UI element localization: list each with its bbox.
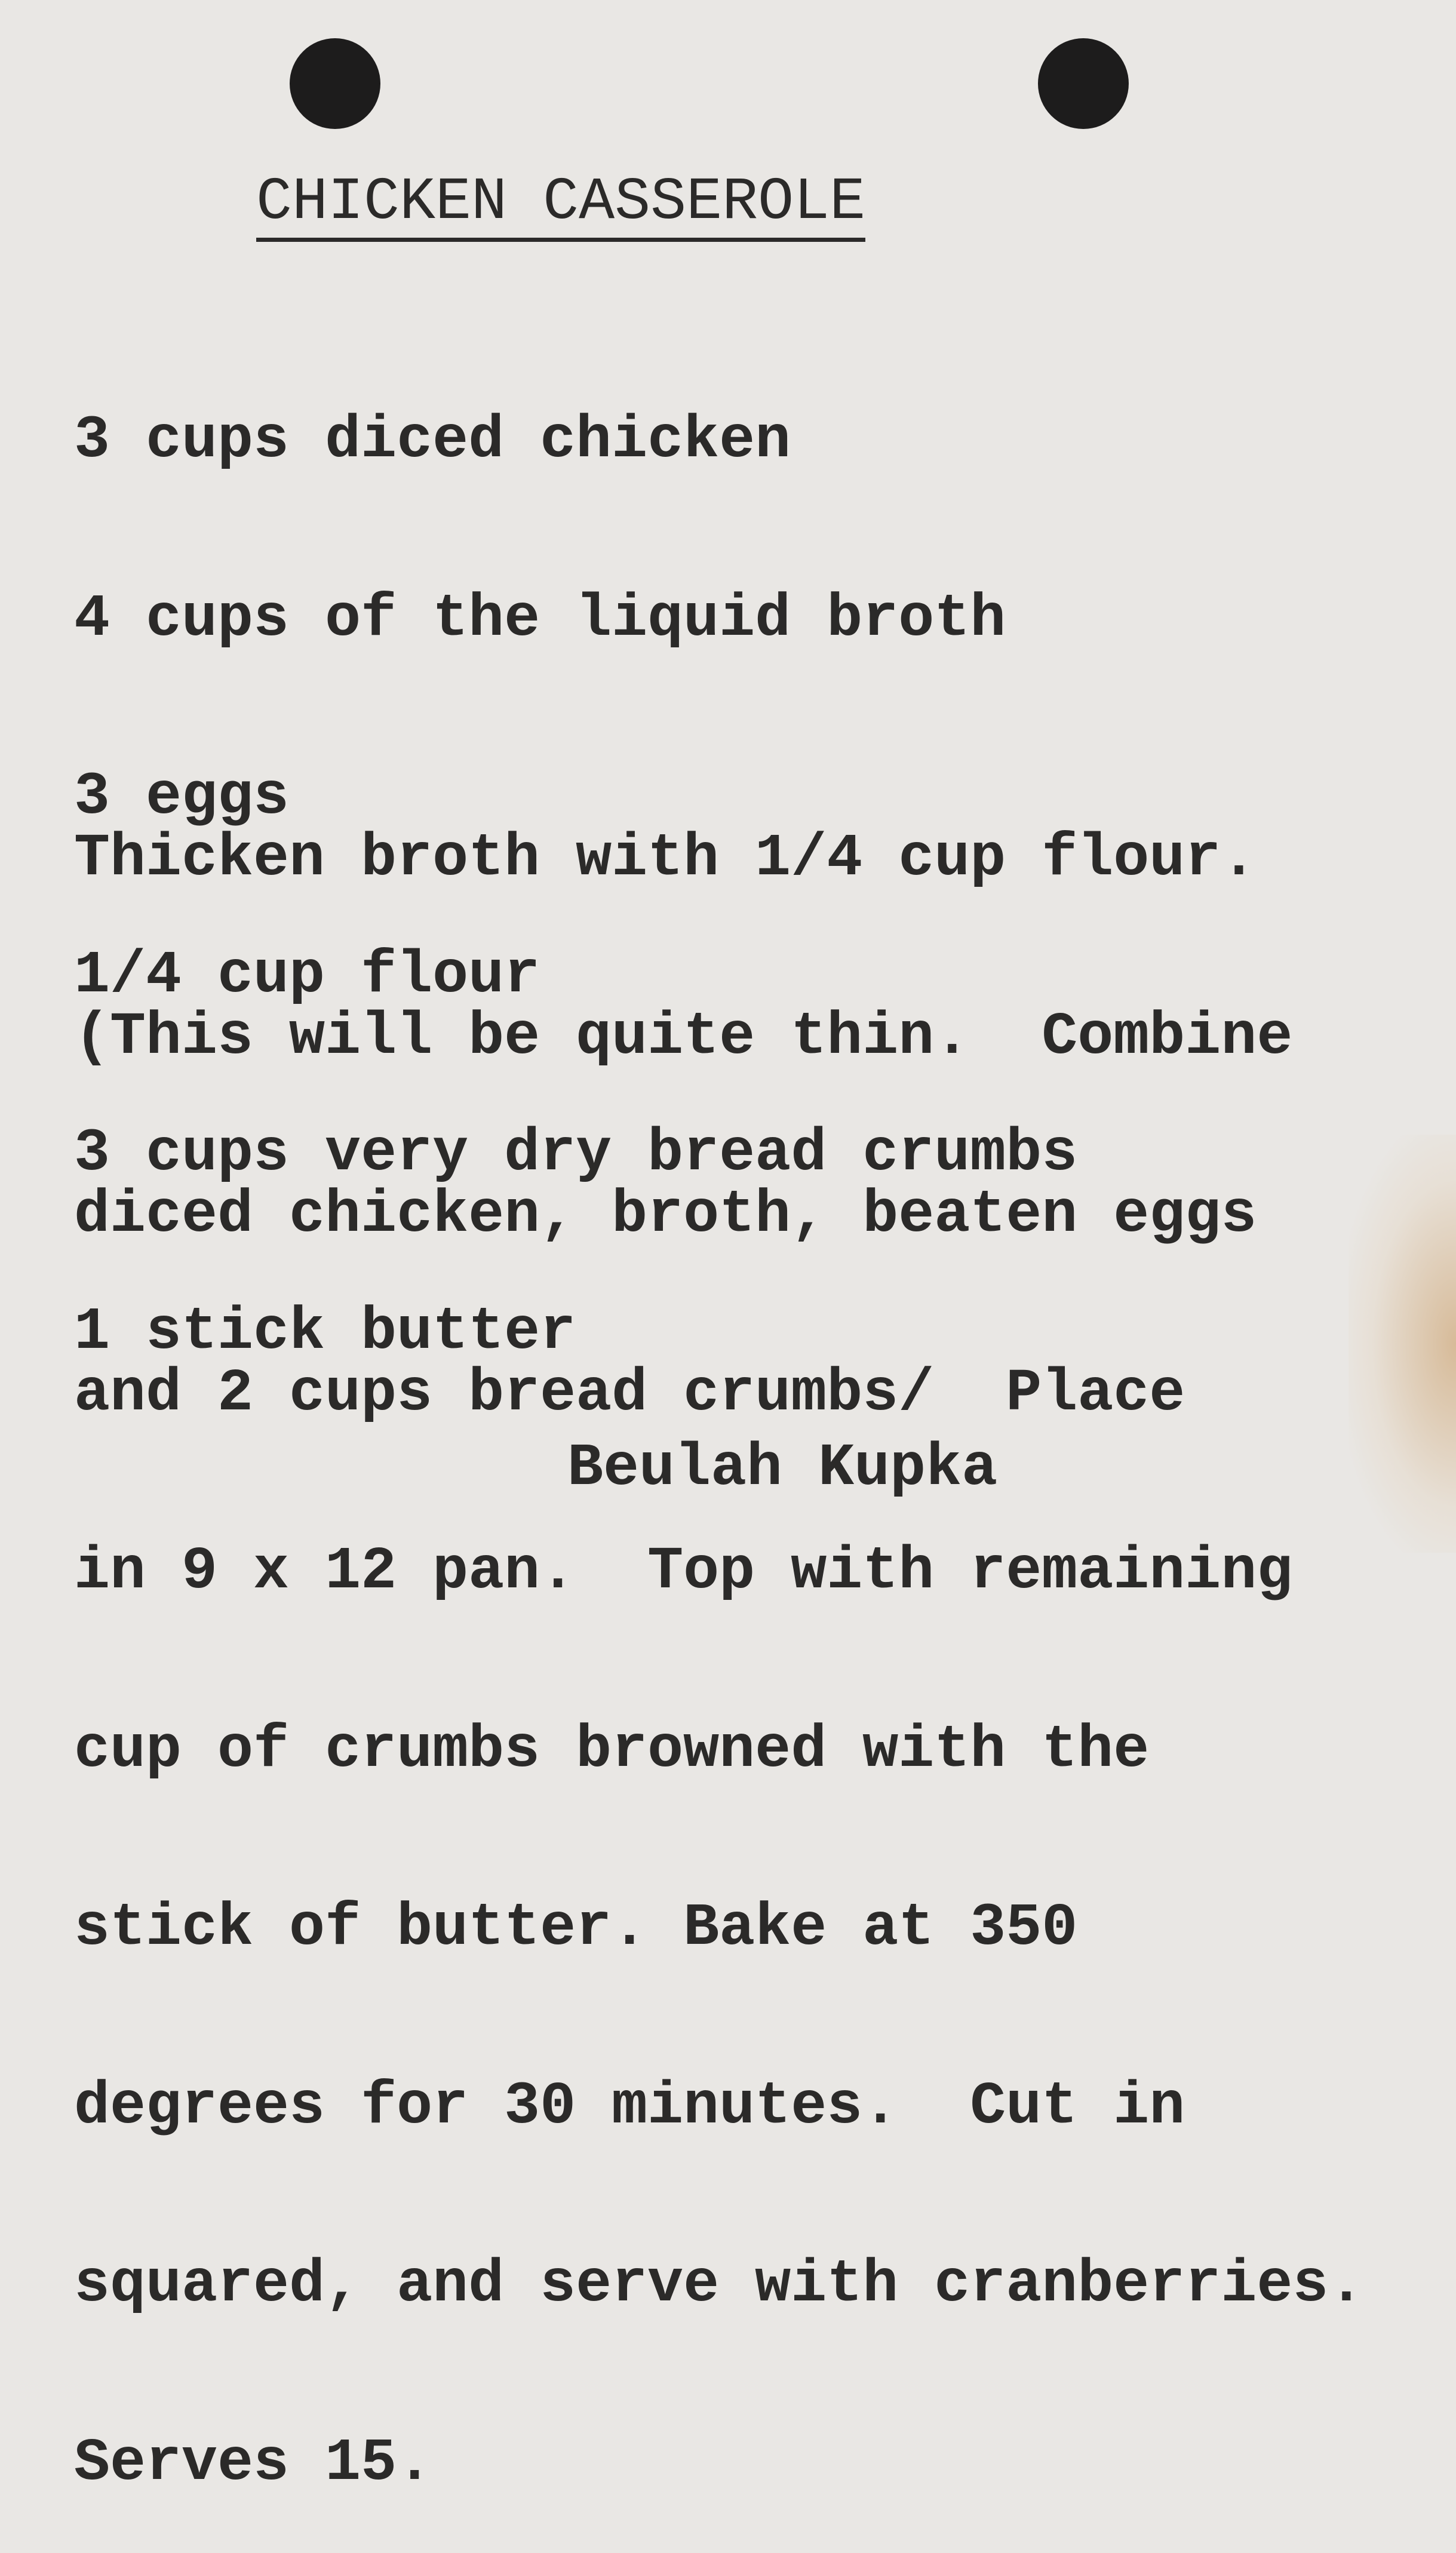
ingredient-item: 1/4 cup flour bbox=[74, 942, 540, 1010]
method-line: degrees for 30 minutes. Cut in bbox=[74, 2073, 1185, 2141]
method-paragraph bbox=[74, 711, 1364, 2553]
method-line: (This will be quite thin. Combine bbox=[74, 1003, 1293, 1071]
method-line: and 2 cups bread crumbs/ Place bbox=[74, 1360, 1185, 1428]
punch-hole-right bbox=[1038, 38, 1129, 129]
author-signature: Beulah Kupka bbox=[567, 1435, 998, 1503]
ingredient-item: 1 stick butter bbox=[74, 1298, 576, 1366]
paper-stain bbox=[1349, 1135, 1456, 1553]
ingredient-item: 3 eggs bbox=[74, 764, 290, 831]
punch-hole-left bbox=[290, 38, 380, 129]
recipe-title: CHICKEN CASSEROLE bbox=[256, 173, 865, 242]
method-line: in 9 x 12 pan. Top with remaining bbox=[74, 1538, 1293, 1606]
method-line: Thicken broth with 1/4 cup flour. bbox=[74, 825, 1257, 893]
ingredient-item: 3 cups very dry bread crumbs bbox=[74, 1120, 1078, 1188]
ingredient-item: 3 cups diced chicken bbox=[74, 407, 791, 475]
method-line: cup of crumbs browned with the bbox=[74, 1716, 1150, 1784]
method-line: stick of butter. Bake at 350 bbox=[74, 1895, 1078, 1962]
method-line: Serves 15. bbox=[74, 2429, 433, 2497]
ingredient-item: 4 cups of the liquid broth bbox=[74, 585, 1006, 653]
method-line: diced chicken, broth, beaten eggs bbox=[74, 1182, 1257, 1249]
method-line: squared, and serve with cranberries. bbox=[74, 2251, 1365, 2319]
